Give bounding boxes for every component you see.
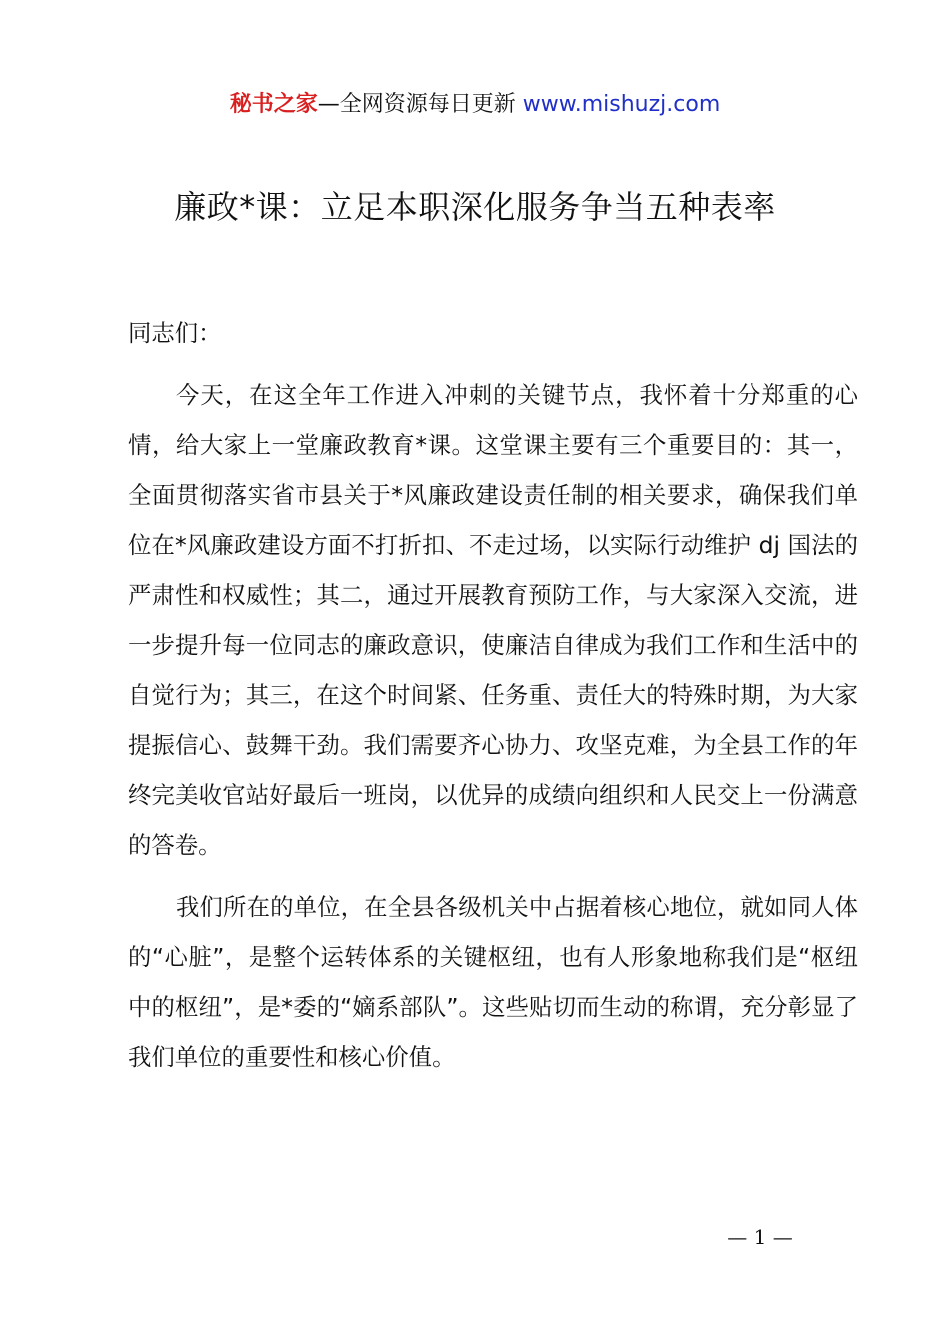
body-paragraph: 今天，在这全年工作进入冲刺的关键节点，我怀着十分郑重的心情，给大家上一堂廉政教育*课。这堂课主要有三个重要目的：其一，全面贯彻落实省市县关于*风廉政建设责任制的相关要求，确保我们单位在*风廉政建设方面不打折扣、不走过场，以实际行动维护 dj 国法的严肃性和权威性；其二，通过开展教育预防工作，与大家深入交流，进一步提升每一位同志的廉政意识，使廉洁自律成为我们工作和生活中的自觉行为；其三，在这个时间紧、任务重、责任大的特殊时期，为大家提振信心、鼓舞干劲。我们需要齐心协力、攻坚克难，为全县工作的年终完美收官站好最后一班岗，以优异的成绩向组织和人民交上一份满意的答卷。 xyxy=(128,381,858,859)
document-title: 廉政*课：立足本职深化服务争当五种表率 xyxy=(174,188,776,226)
site-tagline: —全网资源每日更新 xyxy=(317,92,516,117)
site-url-link[interactable]: www.mishuzj.com xyxy=(522,92,721,117)
document-body xyxy=(128,308,858,1082)
greeting: 同志们： xyxy=(128,319,222,347)
page-number: — 1 — xyxy=(727,1225,793,1249)
site-header xyxy=(0,88,950,122)
site-brand: 秘书之家 xyxy=(229,92,318,117)
body-paragraph: 我们所在的单位，在全县各级机关中占据着核心地位，就如同人体的“心脏”，是整个运转体系的关键枢纽，也有人形象地称我们是“枢纽中的枢纽”，是*委的“嫡系部队”。这些贴切而生动的称谓，充分彰显了我们单位的重要性和核心价值。 xyxy=(128,893,858,1071)
